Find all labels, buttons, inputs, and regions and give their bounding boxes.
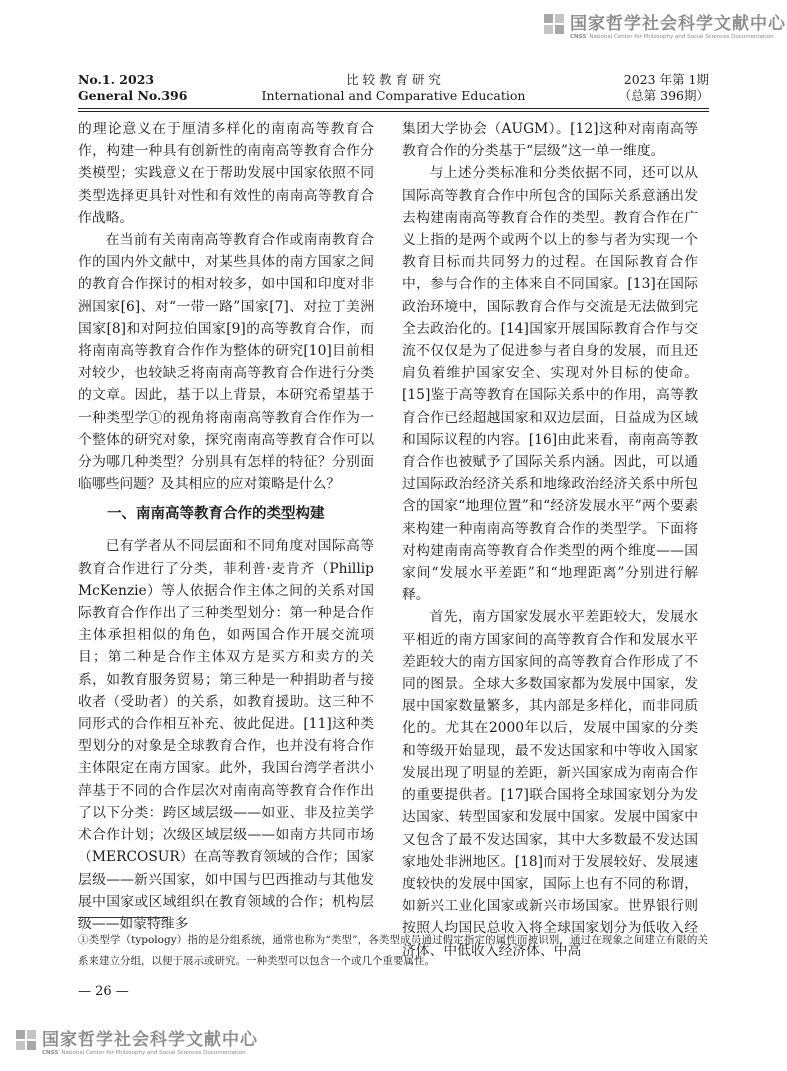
footnote-rule xyxy=(78,917,168,918)
paragraph: 在当前有关南南高等教育合作或南南教育合作的国内外文献中，对某些具体的南方国家之间的教育合作探讨的相对较多，如中国和印度对非洲国家[6]、对“一带一路”国家[7]、对拉丁美洲国家[8]和对阿拉伯国家[9]的高等教育合作，而将南南高等教育合作作为整体的研究[10]目前相对较少，也较缺乏将南南高等教育合作进行分类的文章。因此，基于以上背景，本研究希望基于一种类型学①的视角将南南高等教育合作作为一个整体的研究对象，探究南南高等教育合作可以分为哪几种类型？分别具有怎样的特征？分别面临哪些问题？及其相应的应对策略是什么？ xyxy=(78,232,374,493)
right-column xyxy=(402,118,698,962)
total-issue: （总第 396期） xyxy=(618,88,709,103)
header-rule-bottom xyxy=(78,111,709,112)
logo-mark-icon xyxy=(16,1030,36,1050)
paragraph: 与上述分类标准和分类依据不同，还可以从国际高等教育合作中所包含的国际关系意涵出发去构建南南高等教育合作的类型。教育合作在广义上指的是两个或两个以上的参与者为实现一个教育目标而共同努力的过程。在国际教育合作中，参与合作的主体来自不同国家。[13]在国际政治环境中，国际教育合作与交流是无法做到完全去政治化的。[14]国家开展国际教育合作与交流不仅仅是为了促进参与者自身的发展，而且还肩负着维护国家安全、实现对外目标的使命。[15]鉴于高等教育在国际关系中的作用，高等教育合作已经超越国家和双边层面，日益成为区域和国际议程的内容。[16]由此来看，南南高等教育合作也被赋予了国际关系内涵。因此，可以通过国际政治经济关系和地缘政治经济关系中所包含的国家“地理位置”和“经济发展水平”两个要素来构建一种南南高等教育合作的类型学。下面将对构建南南高等教育合作类型的两个维度——国家间“发展水平差距”和“地理距离”分别进行解释。 xyxy=(402,165,698,604)
logo-name-en: National Center for Philosophy and Social Sciences Documentation xyxy=(589,34,774,40)
left-column xyxy=(78,118,374,935)
journal-title-cn: 比 较 教 育 研 究 xyxy=(346,72,441,87)
ncpssd-logo xyxy=(16,1030,258,1057)
logo-abbr: CNSS xyxy=(42,1050,59,1056)
logo-name-en: National Center for Philosophy and Social Sciences Documentation xyxy=(61,1050,246,1056)
paragraph: 首先，南方国家发展水平差距较大，发展水平相近的南方国家间的高等教育合作和发展水平差距较大的南方国家间的高等教育合作形成了不同的图景。全球大多数国家都为发展中国家，发展中国家数量繁多，其内部是多样化，而非同质化的。尤其在2000年以后，发展中国家的分类和等级开始显现，最不发达国家和中等收入国家发展出现了明显的差距，新兴国家成为南南合作的重要提供者。[17]联合国将全球国家划分为发达国家、转型国家和发展中国家。发展中国家中又包含了最不发达国家，其中大多数最不发达国家地处非洲地区。[18]而对于发展较好、发展速度较快的发展中国家，国际上也有不同的称谓，如新兴工业化国家或新兴市场国家。世界银行则按照人均国民总收入将全球国家划分为低收入经济体、中低收入经济体、中高 xyxy=(402,609,698,959)
logo-name-cn: 国家哲学社会科学文献中心 xyxy=(42,1030,258,1050)
paragraph: 已有学者从不同层面和不同角度对国际高等教育合作进行了分类，菲利普·麦肯齐（Phillip McKenzie）等人依据合作主体之间的关系对国际教育合作作出了三种类型划分：第一种是合作主体承担相似的角色，如两国合作开展交流项目；第二种是合作主体双方是买方和卖方的关系，如教育服务贸易；第三种是一种捐助者与接收者（受助者）的关系，如教育援助。这三种不同形式的合作相互补充、彼此促进。[11]这种类型划分的对象是全球教育合作，也并没有将合作主体限定在南方国家。此外，我国台湾学者洪小萍基于不同的合作层次对南南高等教育合作作出了以下分类：跨区域层级——如亚、非及拉美学术合作计划；次级区域层级——如南方共同市场（MERCOSUR）在高等教育领域的合作；国家层级——新兴国家，如中国与巴西推动与其他发展中国家或区域组织在教育领域的合作；机构层级——如蒙特维多 xyxy=(78,538,374,932)
general-no: General No.396 xyxy=(78,88,188,103)
logo-mark-icon xyxy=(544,14,564,34)
page-number: — 26 — xyxy=(78,984,129,999)
issue-left: No.1. 2023 xyxy=(78,72,155,87)
paragraph: 集团大学协会（AUGM）。[12]这种对南南高等教育合作的分类基于“层级”这一单一维度。 xyxy=(402,121,698,160)
ncpssd-logo xyxy=(544,14,786,41)
paragraph: 的理论意义在于厘清多样化的南南高等教育合作，构建一种具有创新性的南南高等教育合作分类模型；实践意义在于帮助发展中国家依照不同类型选择更具针对性和有效性的南南高等教育合作战略。 xyxy=(78,121,374,226)
header-rule-top xyxy=(78,108,709,109)
logo-abbr: CNSS xyxy=(570,34,587,40)
running-header xyxy=(78,72,709,106)
issue-right: 2023 年第 1期 xyxy=(623,72,709,87)
journal-title-en: International and Comparative Education xyxy=(261,88,526,103)
footnote: ①类型学（typology）指的是分组系统，通常也称为“类型”，各类型成员通过假定指定的属性而被识别，通过在现象之间建立有限的关系来建立分组，以便于展示或研究。一种类型可以包含一个或几个重要属性。 xyxy=(78,934,708,967)
section-heading: 一、南南高等教育合作的类型构建 xyxy=(107,506,325,523)
logo-name-cn: 国家哲学社会科学文献中心 xyxy=(570,14,786,34)
